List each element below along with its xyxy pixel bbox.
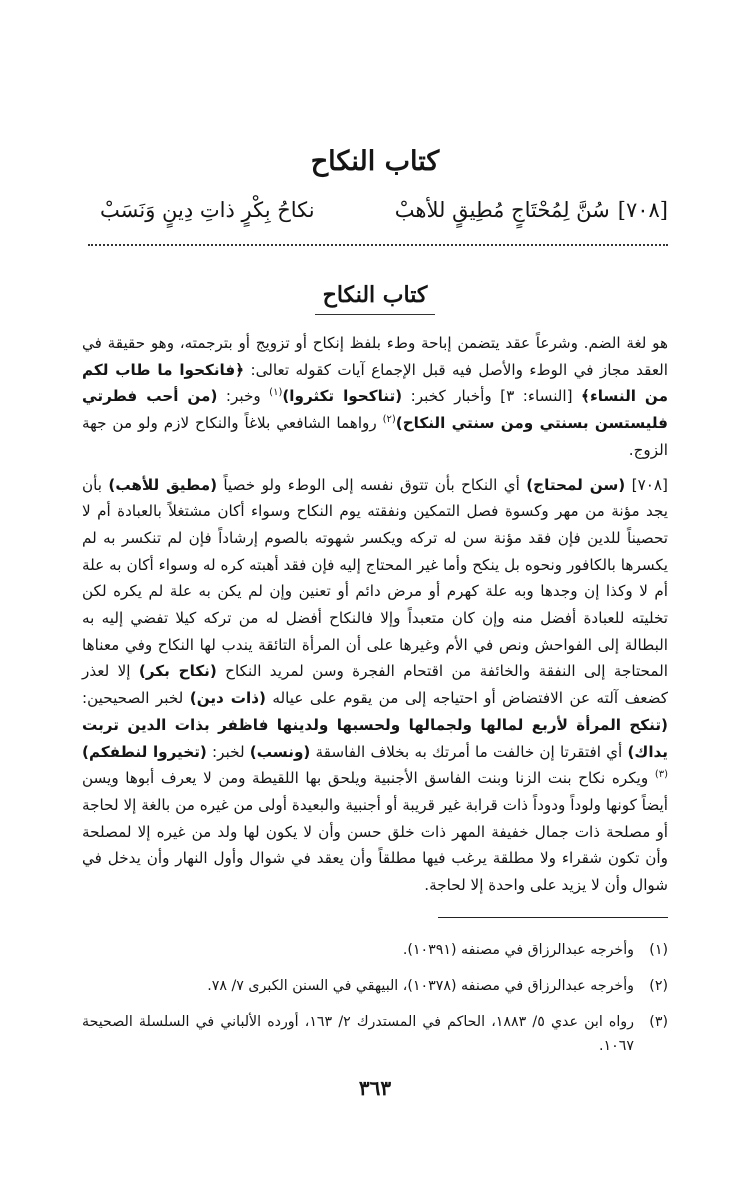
footnote-number: (٣) bbox=[649, 1014, 668, 1030]
text-run: [النساء: ٣] وأخبار كخبر: bbox=[402, 387, 582, 406]
paragraph-commentary bbox=[82, 472, 668, 899]
footnote-text: وأخرجه عبدالرزاق في مصنفه (١٠٣٩١). bbox=[402, 942, 634, 958]
verse-hemistich-first: سُنَّ لِمُحْتَاجٍ مُطِيقٍ للأهبْ bbox=[394, 198, 610, 222]
dotted-separator bbox=[88, 244, 668, 246]
section-title-underline bbox=[315, 314, 435, 315]
matn-quote: (نكاح بكر) bbox=[138, 662, 217, 681]
footnote-number: (١) bbox=[649, 942, 668, 958]
book-title: كتاب النكاح bbox=[310, 146, 440, 177]
page-number: ٣٦٣ bbox=[358, 1076, 392, 1100]
footnote-text: وأخرجه عبدالرزاق في مصنفه (١٠٣٧٨)، البيهقي في السنن الكبرى ٧/ ٧٨. bbox=[207, 978, 634, 994]
hadith-quote: (تنكح المرأة لأربع لمالها ولجمالها ولحسبها ولدينها فاظفر بذات الدين تربت يداك) bbox=[82, 715, 669, 761]
footnote-ref: (٢) bbox=[382, 414, 396, 426]
text-run: رواهما الشافعي بلاغاً والنكاح لازم ولو من جهة الزوج. bbox=[82, 414, 668, 459]
matn-quote: (سن لمحتاج) bbox=[526, 475, 626, 494]
matn-quote: (ذات دين) bbox=[189, 689, 266, 708]
text-run: لخبر: bbox=[206, 742, 250, 761]
section-title bbox=[0, 282, 750, 315]
footnote-separator bbox=[438, 917, 668, 918]
text-run: هو لغة الضم. وشرعاً عقد يتضمن إباحة وطء بلفظ إنكاح أو تزويج أو بترجمته، وهو حقيقة في العقد مجاز في الوطء والأصل فيه قبل الإجماع آيات كقوله تعالى: bbox=[82, 334, 668, 379]
footnotes bbox=[82, 938, 668, 1070]
footnote-ref: (٣) bbox=[654, 769, 668, 781]
footnote-item bbox=[82, 938, 668, 962]
text-run: بأن يجد مؤنة من مهر وكسوة فصل التمكين ونفقته يوم النكاح وسواء أكان مشتغلاً بالعبادة أم لا تحصيناً للدين فإن فقد مؤنة سن له تركه ويكسر شهوته بالصوم إرشاداً فإن لم تنكسر به لم يكسرها بالكافور ونحوه بل ينكح وأما غير المحتاج إليه فإن فقد أهبته كره له وسواء أكان به علة أم لا وكذا إن وجدها وبه علة كهرم أو مرض دائم أو تعنين وإن لم يكن به علة لم يكره لكن تخليته للعبادة أفضل منه وإن كان متعبداً وإلا فالنكاح أفضل له من تركه كيلا تفضي إليه به البطالة إلى الفواحش ونص في الأم وغيرها على أن المرأة التائقة يندب لها النكاح وفي معناها المحتاجة إلى النفقة والخائفة من اقتحام الفجرة وسن لمريد النكاح bbox=[82, 475, 668, 681]
section-title-text: كتاب النكاح bbox=[322, 282, 428, 308]
footnote-item bbox=[82, 974, 668, 998]
verse-line bbox=[100, 198, 668, 222]
text-run: إلا لعذر كضعف آلته عن الافتضاض أو احتياجه إلى من يقوم على عياله bbox=[82, 662, 668, 708]
footnote-item bbox=[82, 1010, 668, 1058]
text-run: لخبر الصحيحين: bbox=[82, 689, 190, 708]
verse-number: [٧٠٨] bbox=[617, 198, 668, 222]
commentary-body bbox=[82, 330, 668, 899]
paragraph-intro bbox=[82, 330, 668, 464]
matn-quote: (ونسب) bbox=[249, 742, 311, 761]
hadith-quote: (تناكحوا تكثروا) bbox=[282, 387, 403, 406]
footnote-ref: (١) bbox=[269, 387, 283, 399]
text-run: وخبر: bbox=[217, 387, 270, 406]
matn-quote: (مطيق للأهب) bbox=[108, 475, 218, 494]
footnote-number: (٢) bbox=[649, 978, 668, 994]
verse-hemistich-second: نكاحُ بِكْرٍ ذاتِ دِينٍ وَنَسَبْ bbox=[100, 198, 315, 222]
footnote-text: رواه ابن عدي ٥/ ١٨٨٣، الحاكم في المستدرك ٢/ ١٦٣، أورده الألباني في السلسلة الصحيحة ١٠٦٧. bbox=[82, 1014, 634, 1054]
text-run: [٧٠٨] bbox=[625, 475, 668, 494]
text-run: ويكره نكاح بنت الزنا وبنت الفاسق الأجنبية ويلحق بها اللقيطة ومن لا يعرف أبوها ويسن أيضاً كونها ولوداً ودوداً ذات قرابة غير قريبة أو أجنبية والبعيدة أولى من غيره من بالغة إلا لحاجة أو مصلحة ذات جمال خفيفة المهر ذات خلق حسن وأن لا يكون لها ولد من غيره إلا لمصلحة وأن تكون شقراء ولا مطلقة يرغب فيها مطلقاً وأن يعقد في شوال وأول النهار وأن يدخل في شوال وأن لا يزيد على واحدة إلا لحاجة. bbox=[82, 769, 668, 895]
text-run: أي افتقرتا إن خالفت ما أمرتك به بخلاف الفاسقة bbox=[310, 742, 628, 761]
text-run: أي النكاح بأن تتوق نفسه إلى الوطء ولو خصياً bbox=[217, 475, 527, 494]
hadith-quote: (تخيروا لنطفكم) bbox=[82, 742, 207, 761]
hadith-quote: (من أحب فطرتي فليستسن بسنتي ومن سنتي النكاح) bbox=[82, 387, 668, 433]
quran-quote: ﴿فانكحوا ما طاب لكم من النساء﴾ bbox=[82, 360, 668, 406]
